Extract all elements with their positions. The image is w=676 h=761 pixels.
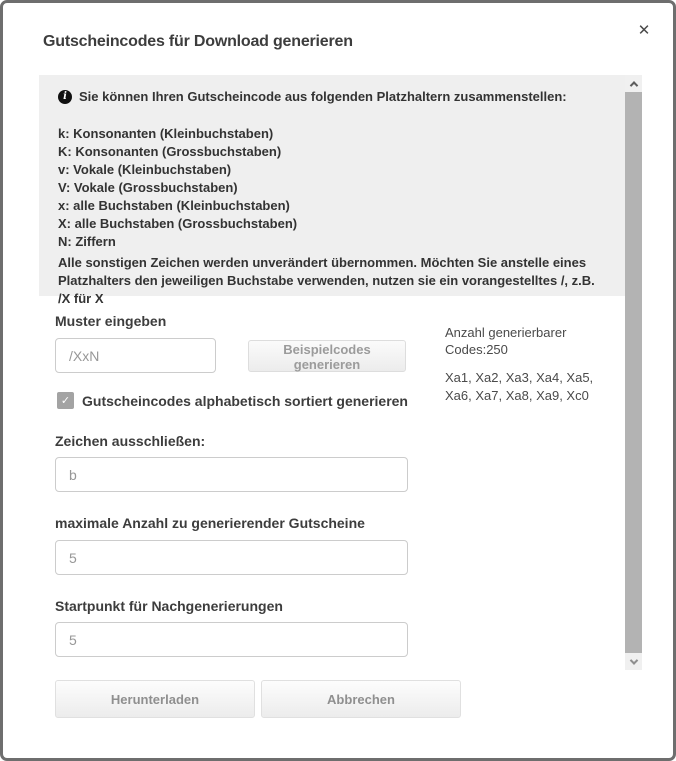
list-item: x: alle Buchstaben (Kleinbuchstaben) [58, 198, 290, 213]
generate-sample-codes-button[interactable]: Beispielcodes generieren [248, 340, 406, 372]
list-item: v: Vokale (Kleinbuchstaben) [58, 162, 232, 177]
dialog-title: Gutscheincodes für Download generieren [43, 33, 353, 50]
chevron-up-icon [629, 81, 637, 89]
sort-alphabetical-label: Gutscheincodes alphabetisch sortiert generieren [82, 393, 408, 409]
start-point-input[interactable] [55, 622, 408, 657]
scroll-down-button[interactable] [625, 653, 642, 670]
content-scrollbar[interactable] [625, 75, 642, 670]
pattern-input[interactable] [55, 338, 216, 373]
sample-codes-text: Xa1, Xa2, Xa3, Xa4, Xa5, Xa6, Xa7, Xa8, Xa9, Xc0 [445, 370, 594, 403]
max-count-label: maximale Anzahl zu generierender Gutscheine [55, 515, 365, 531]
info-icon: i [58, 90, 72, 104]
download-button[interactable]: Herunterladen [55, 680, 255, 718]
info-note: Alle sonstigen Zeichen werden unverändert übernommen. Möchten Sie anstelle eines Platzhalters den jeweiligen Buchstabe verwenden, nutzen sie ein vorangestelltes /, z.B. /X für X [58, 255, 595, 306]
start-point-label: Startpunkt für Nachgenerierungen [55, 598, 283, 614]
exclude-chars-label: Zeichen ausschließen: [55, 433, 206, 449]
list-item: V: Vokale (Grossbuchstaben) [58, 180, 238, 195]
scroll-up-button[interactable] [625, 75, 642, 92]
placeholder-info-box [39, 75, 625, 306]
chevron-down-icon [629, 656, 637, 664]
cancel-button[interactable]: Abbrechen [261, 680, 461, 718]
list-item: X: alle Buchstaben (Grossbuchstaben) [58, 216, 298, 231]
info-intro-text: Sie können Ihren Gutscheincode aus folgenden Platzhaltern zusammenstellen: [79, 89, 567, 104]
scrollbar-thumb[interactable] [625, 92, 642, 653]
pattern-label: Muster eingeben [55, 313, 167, 329]
info-intro-row [58, 89, 567, 104]
max-count-input[interactable] [55, 540, 408, 575]
list-item: K: Konsonanten (Grossbuchstaben) [58, 144, 282, 159]
close-icon[interactable]: ✕ [637, 21, 651, 39]
list-item: N: Ziffern [58, 234, 116, 249]
placeholder-list [58, 125, 297, 251]
generated-count-text: Anzahl generierbarer Codes:250 [445, 325, 567, 357]
sort-alphabetical-checkbox[interactable]: ✓ [57, 392, 74, 409]
list-item: k: Konsonanten (Kleinbuchstaben) [58, 126, 274, 141]
exclude-chars-input[interactable] [55, 457, 408, 492]
